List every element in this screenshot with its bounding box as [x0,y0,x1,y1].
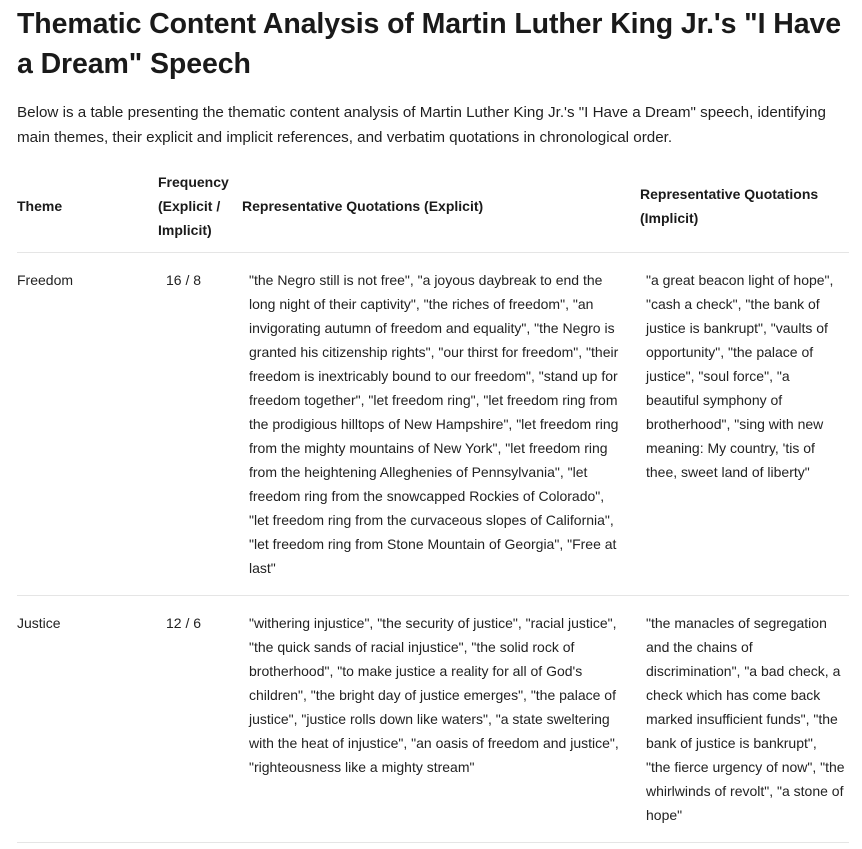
explicit-quotes-cell: "the Negro still is not free", "a joyous daybreak to end the long night of their captivity", "the riches of freedom", "an invigorating autumn of freedom and equality", "the Negro is granted his citizenship rights", "our thirst for freedom", "their freedom is inextricably bound to our freedom", "stand up for freedom together", "let freedom ring", "let freedom ring from the prodigious hilltops of New Hampshire", "let freedom ring from the mighty mountains of New York", "let freedom ring from the heightening Alleghenies of Pennsylvania", "let freedom ring from the snowcapped Rockies of Colorado", "let freedom ring from the curvaceous slopes of California", "let freedom ring from Stone Mountain of Georgia", "Free at last" [242,253,640,596]
header-frequency: Frequency (Explicit / Implicit) [158,168,242,253]
implicit-quotes-cell: "a great beacon light of hope", "cash a check", "the bank of justice is bankrupt", "vaults of opportunity", "the palace of justice", "soul force", "a beautiful symphony of brotherhood", "sing with new meaning: My country, 'tis of thee, sweet land of liberty" [640,253,849,596]
header-explicit: Representative Quotations (Explicit) [242,168,640,253]
frequency-cell: 16 / 8 [158,253,242,596]
header-theme: Theme [17,168,158,253]
table-header-row [17,168,849,253]
theme-cell: Freedom [17,253,158,596]
explicit-quotes-cell: "withering injustice", "the security of justice", "racial justice", "the quick sands of racial injustice", "the solid rock of brotherhood", "to make justice a reality for all of God's children", "the bright day of justice emerges", "the palace of justice", "justice rolls down like waters", "a state sweltering with the heat of injustice", "an oasis of freedom and justice", "righteousness like a mighty stream" [242,596,640,843]
implicit-quotes-cell: "the manacles of segregation and the chains of discrimination", "a bad check, a check which has come back marked insufficient funds", "the bank of justice is bankrupt", "the fierce urgency of now", "the whirlwinds of revolt", "a stone of hope" [640,596,849,843]
header-implicit: Representative Quotations (Implicit) [640,168,849,253]
document [17,0,849,843]
frequency-cell: 12 / 6 [158,596,242,843]
intro-paragraph: Below is a table presenting the thematic content analysis of Martin Luther King Jr.'s "I Have a Dream" speech, identifying main themes, their explicit and implicit references, and verbatim quotations in chronological order. [17,104,826,146]
table-row [17,596,849,843]
theme-table [17,168,849,843]
theme-cell: Justice [17,596,158,843]
page-title: Thematic Content Analysis of Martin Luther King Jr.'s "I Have a Dream" Speech [17,8,841,80]
table-row [17,253,849,596]
